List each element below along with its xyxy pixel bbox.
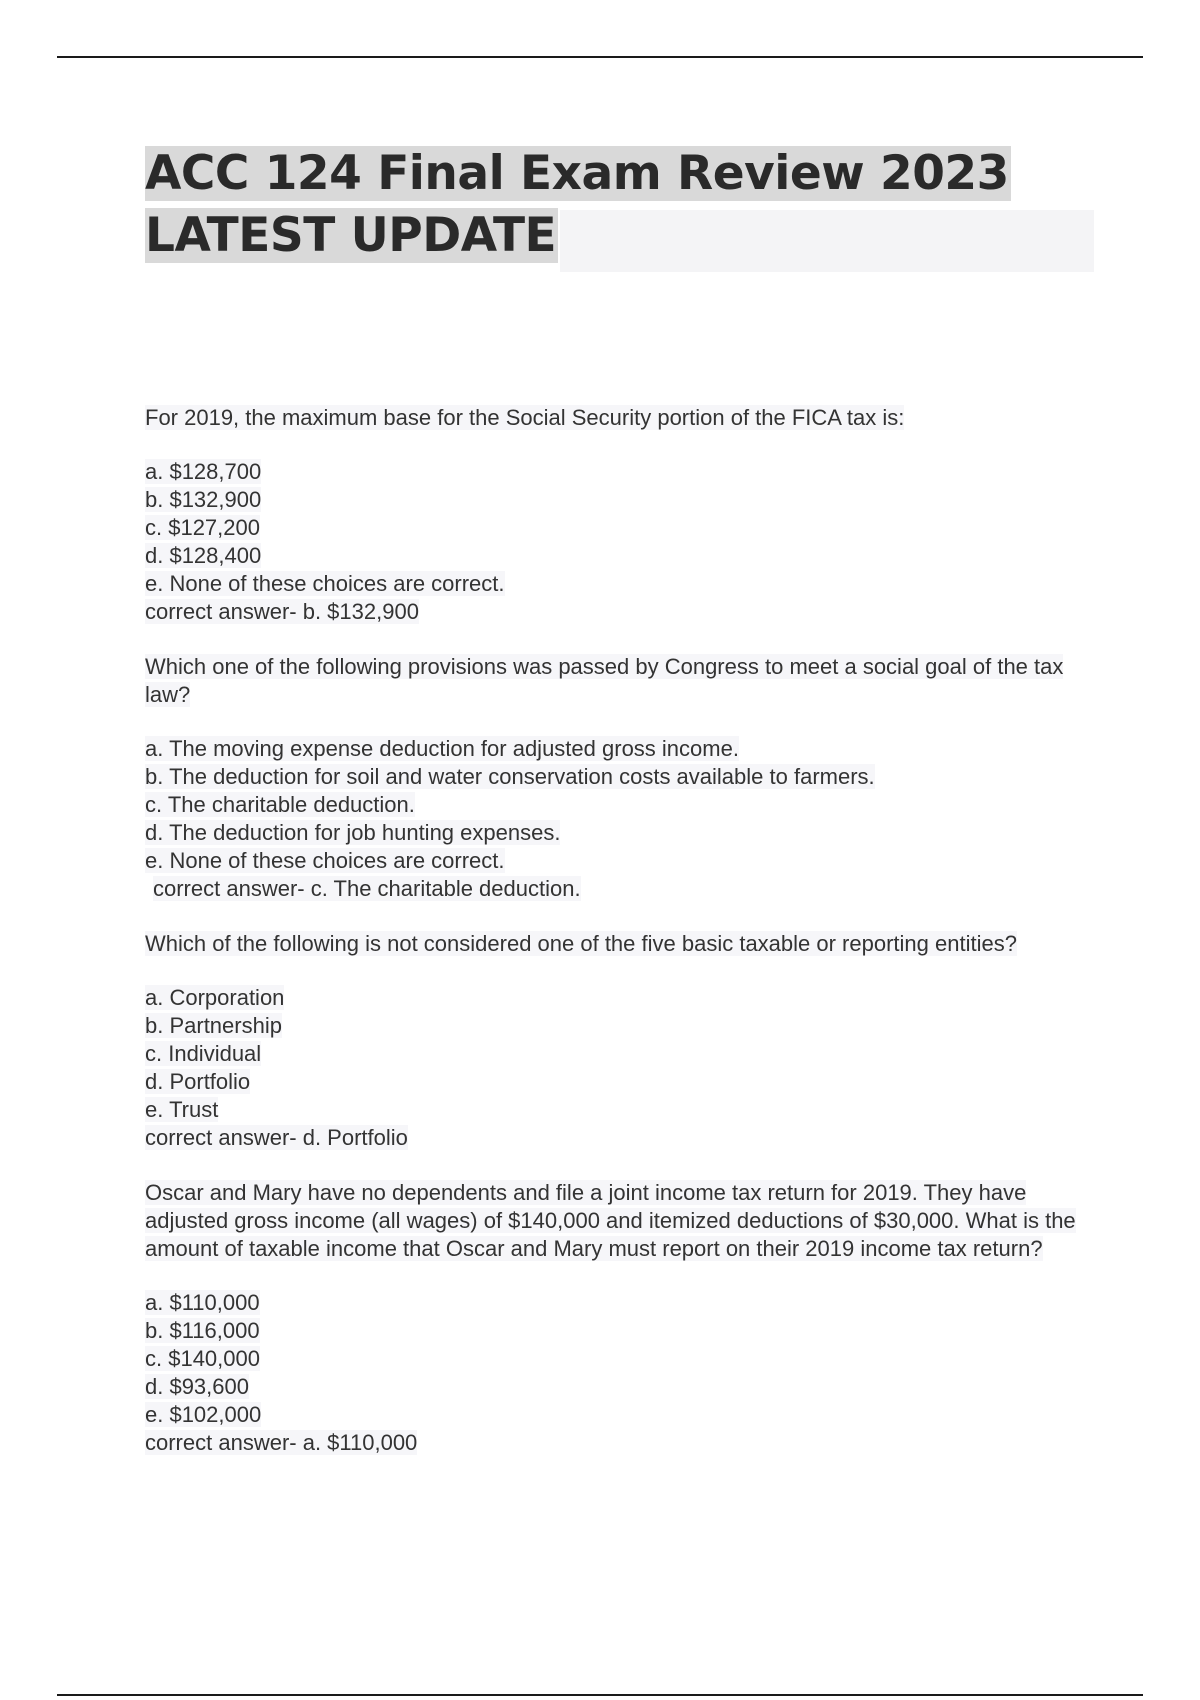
option-c: c. The charitable deduction. xyxy=(145,792,415,817)
title-line-2: LATEST UPDATE xyxy=(145,208,557,263)
question-3 xyxy=(145,930,1085,1152)
option-e: e. $102,000 xyxy=(145,1402,262,1427)
option-e: e. None of these choices are correct. xyxy=(145,571,505,596)
correct-answer: correct answer- a. $110,000 xyxy=(145,1430,418,1455)
option-c: c. $127,200 xyxy=(145,515,260,540)
option-b: b. $132,900 xyxy=(145,487,262,512)
question-list xyxy=(145,404,1085,1484)
question-4 xyxy=(145,1179,1085,1457)
option-b: b. Partnership xyxy=(145,1013,282,1038)
option-b: b. $116,000 xyxy=(145,1318,260,1343)
option-c: c. $140,000 xyxy=(145,1346,260,1371)
option-d: d. $128,400 xyxy=(145,543,262,568)
option-b: b. The deduction for soil and water conservation costs available to farmers. xyxy=(145,764,875,789)
bottom-rule xyxy=(57,1694,1143,1696)
question-text: Which of the following is not considered one of the five basic taxable or reporting entities? xyxy=(145,931,1017,956)
question-text: For 2019, the maximum base for the Social Security portion of the FICA tax is: xyxy=(145,405,905,430)
correct-answer: correct answer- c. The charitable deduction. xyxy=(153,876,581,901)
option-a: a. $110,000 xyxy=(145,1290,260,1315)
question-text: Which one of the following provisions was passed by Congress to meet a social goal of the tax law? xyxy=(145,654,1064,707)
option-a: a. The moving expense deduction for adjusted gross income. xyxy=(145,736,739,761)
option-d: d. The deduction for job hunting expenses. xyxy=(145,820,561,845)
option-d: d. $93,600 xyxy=(145,1374,249,1399)
option-a: a. Corporation xyxy=(145,985,285,1010)
option-e: e. None of these choices are correct. xyxy=(145,848,505,873)
option-d: d. Portfolio xyxy=(145,1069,251,1094)
question-2 xyxy=(145,653,1085,903)
option-a: a. $128,700 xyxy=(145,459,262,484)
question-text: Oscar and Mary have no dependents and file a joint income tax return for 2019. They have adjusted gross income (all wages) of $140,000 and itemized deductions of $30,000. What is the amount of taxable income that Oscar and Mary must report on their 2019 income tax return? xyxy=(145,1180,1076,1261)
title-line-1: ACC 124 Final Exam Review 2023 xyxy=(145,146,1009,201)
document-title xyxy=(145,143,1095,267)
question-1 xyxy=(145,404,1085,626)
option-e: e. Trust xyxy=(145,1097,219,1122)
option-c: c. Individual xyxy=(145,1041,262,1066)
correct-answer: correct answer- b. $132,900 xyxy=(145,599,419,624)
correct-answer: correct answer- d. Portfolio xyxy=(145,1125,408,1150)
top-rule xyxy=(57,56,1143,58)
